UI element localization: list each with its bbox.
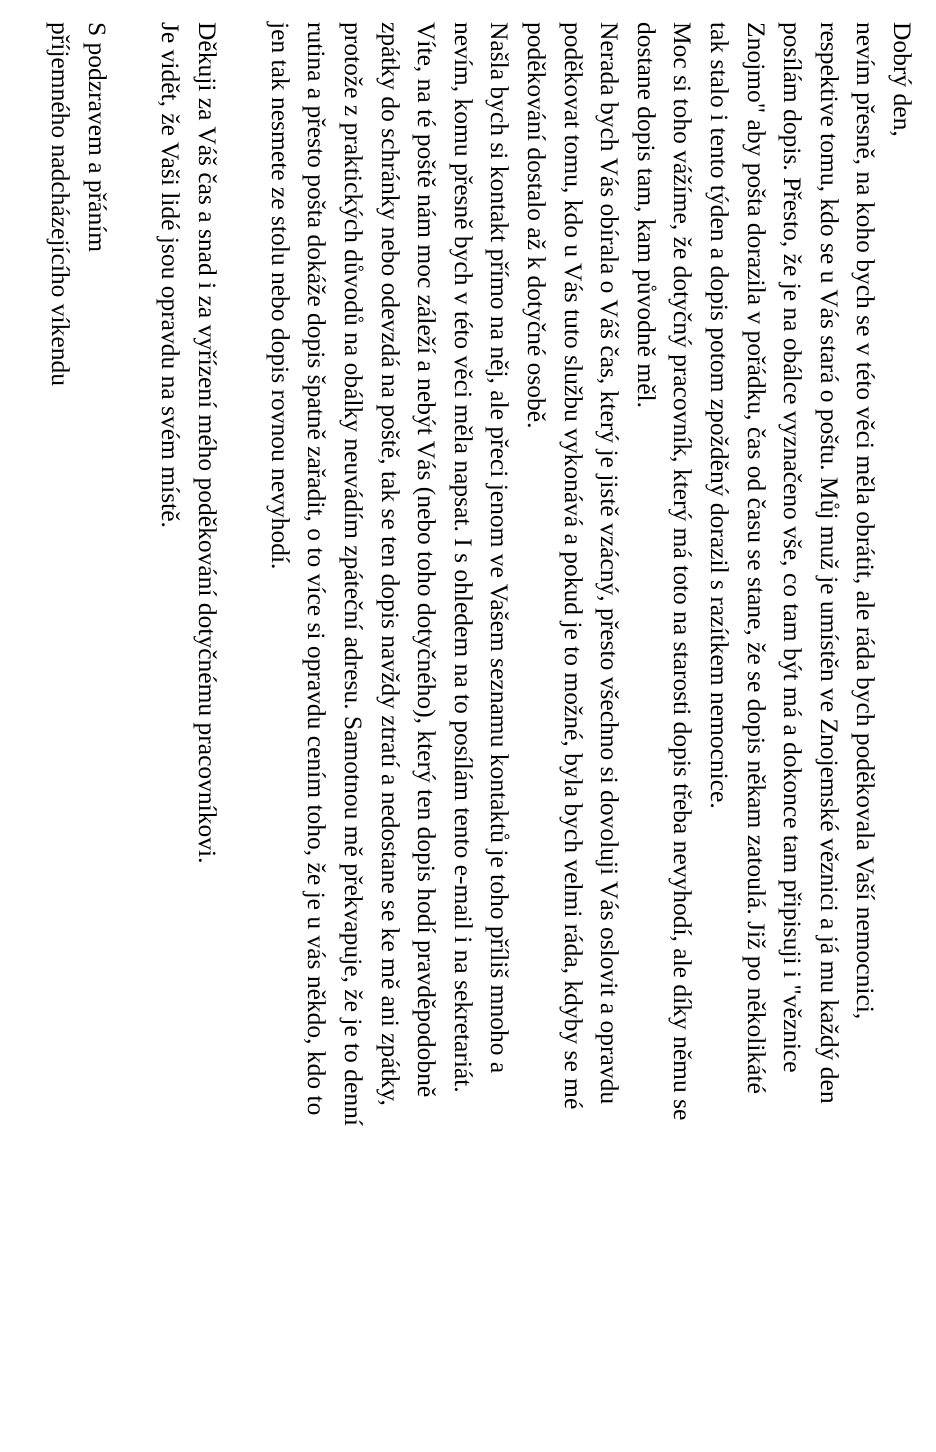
paragraph-2-line: dostane dopis tam, kam původně měl.: [631, 22, 661, 408]
paragraph-4-line: Víte, na té poště nám moc záleží a nebýt Vás (nebo toho dotyčného), který ten dopis hodí pravděpodobně: [412, 22, 442, 1098]
closing-line: S podzravem a přáním: [82, 22, 112, 253]
paragraph-3-line: poděkování dostalo až k dotyčné osobě.: [522, 22, 552, 429]
paragraph-3-line: poděkovat tomu, kdo u Vás tuto službu vykonává a pokud je to možné, byla bych velmi ráda, kdyby se mé: [558, 22, 588, 1110]
blank-line: [115, 22, 152, 1446]
paragraph-1-line: Znojmo" aby pošta dorazila v pořádku, čas od času se stane, že se dopis někam zatoulá. Již po několikáté: [741, 22, 771, 1094]
paragraph-4-line: zpátky do schránky nebo odevzdá na poště, tak se ten dopis navždy ztratí a nedostane se ke mě ani zpátky,: [375, 22, 405, 1106]
paragraph-3-line: Nerada bych Vás obírala o Váš čas, který je jistě vzácný, přesto všechno si dovoluji Vás oslovit a opravdu: [595, 22, 625, 1105]
paragraph-4-line: Našla bych si kontakt přímo na něj, ale přeci jenom ve Vašem seznamu kontaktů je toho příliš mnoho a: [485, 22, 515, 1074]
paragraph-1-line: respektive tomu, kdo se u Vás stará o poštu. Můj muž je umístěn ve Znojemské věznici a já mu každý den: [814, 22, 844, 1104]
paragraph-4-line: protože z praktických důvodů na obálky neuvádím zpáteční adresu. Samotnou mě překvapuje, že je to denní: [339, 22, 369, 1126]
blank-line: [225, 22, 262, 1446]
paragraph-5-line: Děkuji za Váš čas a snad i za vyřízení mého poděkování dotyčnému pracovníkovi.: [192, 22, 222, 864]
paragraph-1-line: tak stalo i tento týden a dopis potom zpožděný dorazil s razítkem nemocnice.: [705, 22, 735, 809]
paragraph-4-line: rutina a přesto pošta dokáže dopis špatně zařadit, o to více si opravdu cením toho, že je u vás někdo, kdo to: [302, 22, 332, 1116]
paragraph-5-line: Je vidět, že Vaši lidé jsou opravdu na svém místě.: [156, 22, 186, 528]
paragraph-2-line: Moc si toho vážíme, že dotyčný pracovník, který má toto na starosti dopis třeba nevyhodí, ale díky němu se: [668, 22, 698, 1121]
greeting: Dobrý den,: [888, 22, 917, 137]
paragraph-1-line: nevím přesně, na koho bych se v této věci měla obrátit, ale ráda bych poděkovala Vaší nemocnici,: [851, 22, 881, 1020]
paragraph-4-line: nevím, komu přesně bych v této věci měla napsat. I s ohledem na to posílám tento e-mail i na sekretariát.: [448, 22, 478, 1093]
paragraph-1-line: posílám dopis. Přesto, že je na obálce vyznačeno vše, co tam být má a dokonce tam připisuji i "věznice: [778, 22, 808, 1073]
closing-line: příjemného nadcházejícího víkendu: [46, 22, 76, 386]
paragraph-4-line: jen tak nesmete ze stolu nebo dopis rovnou nevyhodí.: [265, 22, 295, 570]
letter-body: [6, 6, 936, 1446]
